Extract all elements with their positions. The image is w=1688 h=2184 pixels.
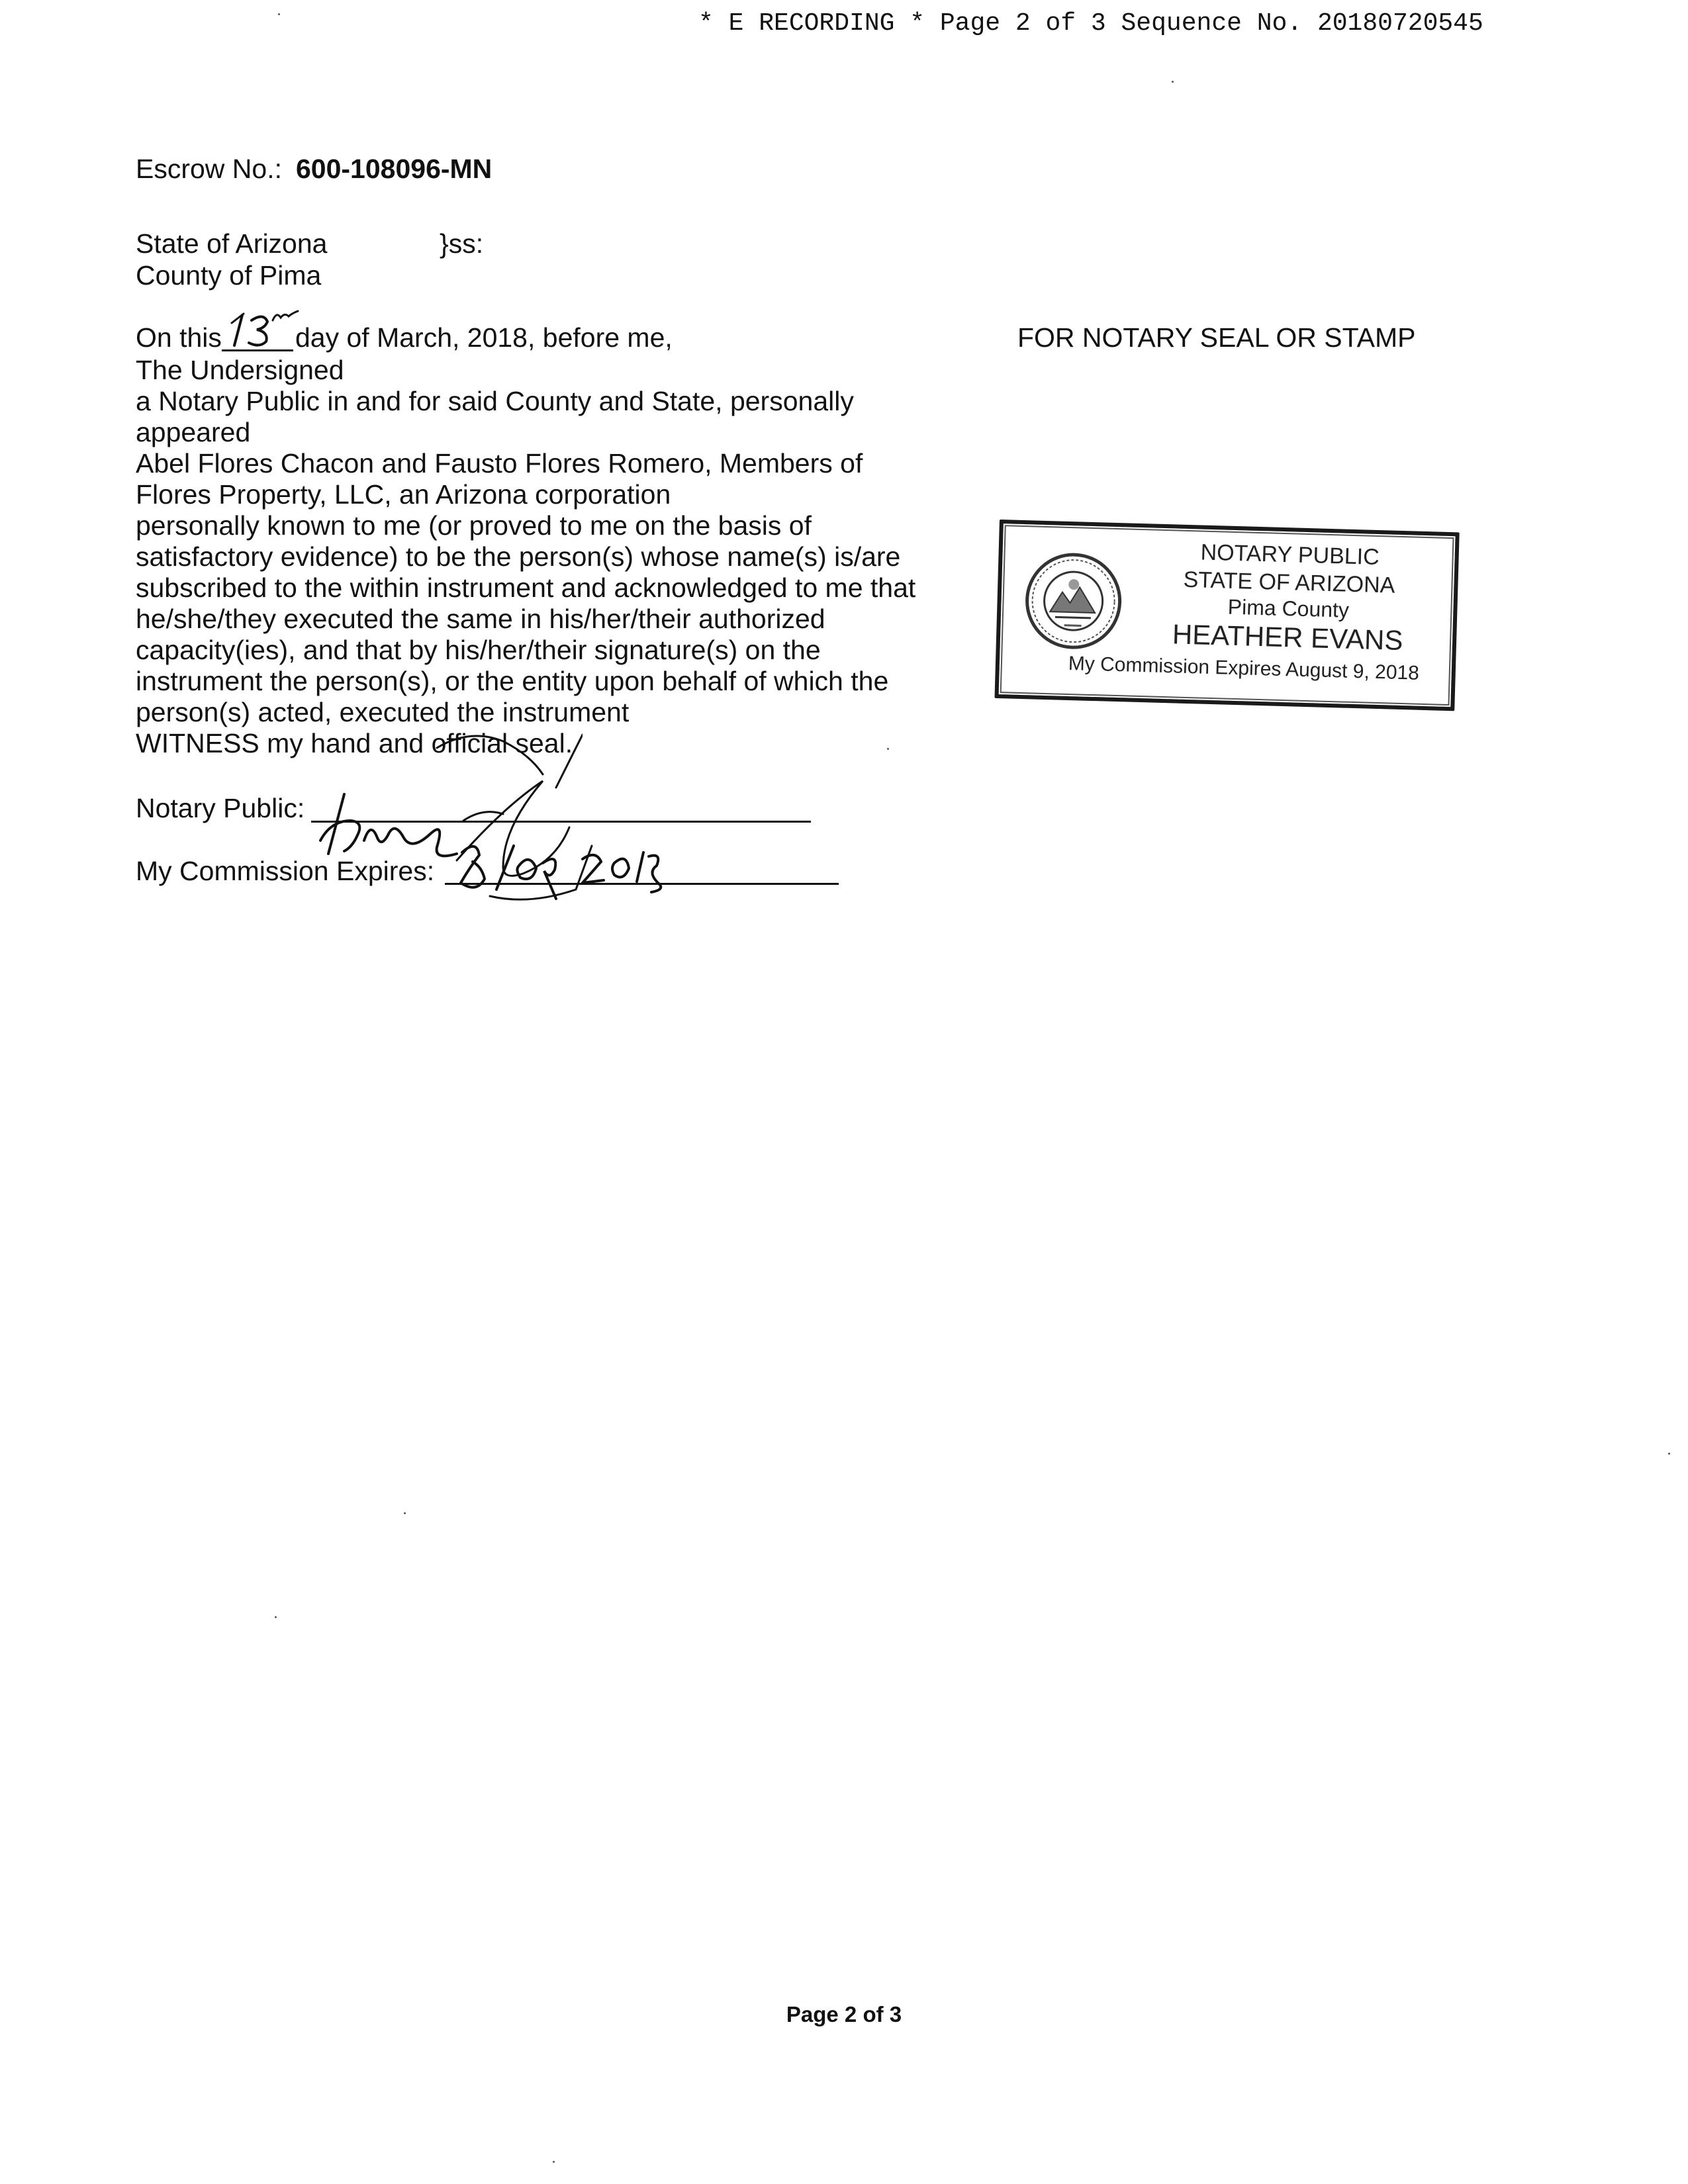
stamp-county: Pima County — [1227, 594, 1350, 622]
escrow-number: 600-108096-MN — [296, 154, 492, 184]
ack-line: satisfactory evidence) to be the person(s) whose name(s) is/are — [136, 541, 901, 572]
ack-line: person(s) acted, executed the instrument — [136, 697, 630, 727]
stamp-state: STATE OF ARIZONA — [1183, 567, 1395, 598]
ack-line: Abel Flores Chacon and Fausto Flores Romero, Members of — [136, 448, 863, 478]
ack-line: personally known to me (or proved to me on the basis of — [136, 510, 812, 541]
scan-speck — [404, 1512, 406, 1514]
ack-line: capacity(ies), and that by his/her/their signature(s) on the — [136, 635, 821, 665]
notary-public-label: Notary Public: — [136, 793, 305, 823]
scan-speck — [275, 1616, 277, 1618]
ack-witness: WITNESS my hand and official seal. — [136, 728, 573, 758]
seal-area-heading: FOR NOTARY SEAL OR STAMP — [1017, 322, 1416, 353]
recording-header: * E RECORDING * Page 2 of 3 Sequence No. 20180720545 — [698, 9, 1483, 38]
ack-line: appeared — [136, 417, 251, 447]
ack-line: Flores Property, LLC, an Arizona corporation — [136, 479, 671, 510]
scan-speck — [887, 748, 889, 750]
stamp-notary-public: NOTARY PUBLIC — [1200, 539, 1380, 570]
scan-speck — [278, 13, 280, 15]
arizona-seal-icon — [1023, 550, 1125, 652]
venue-state: State of Arizona — [136, 228, 328, 259]
handwritten-commission-date — [450, 833, 669, 905]
venue-ss: }ss: — [440, 228, 484, 259]
stamp-notary-name: HEATHER EVANS — [1172, 618, 1404, 657]
commission-expires-label: My Commission Expires: — [136, 856, 435, 886]
ack-on-this: On this — [136, 322, 222, 353]
scan-speck — [553, 2161, 555, 2163]
ack-line: a Notary Public in and for said County and State, personally — [136, 386, 854, 416]
ack-line: instrument the person(s), or the entity upon behalf of which the — [136, 666, 889, 696]
stamp-commission: My Commission Expires August 9, 2018 — [1068, 652, 1420, 684]
handwritten-day-13th — [225, 306, 305, 352]
ack-line: subscribed to the within instrument and acknowledged to me that — [136, 572, 916, 603]
scan-speck — [1172, 81, 1174, 83]
ack-line: The Undersigned — [136, 355, 344, 385]
ack-line: he/she/they executed the same in his/her/their authorized — [136, 604, 825, 634]
escrow-label: Escrow No.: — [136, 154, 282, 184]
notary-stamp — [994, 520, 1459, 711]
scan-speck — [1668, 1453, 1670, 1455]
venue-county: County of Pima — [136, 260, 322, 291]
page-footer: Page 2 of 3 — [786, 2002, 902, 2026]
ack-day-rest: day of March, 2018, before me, — [295, 322, 673, 353]
